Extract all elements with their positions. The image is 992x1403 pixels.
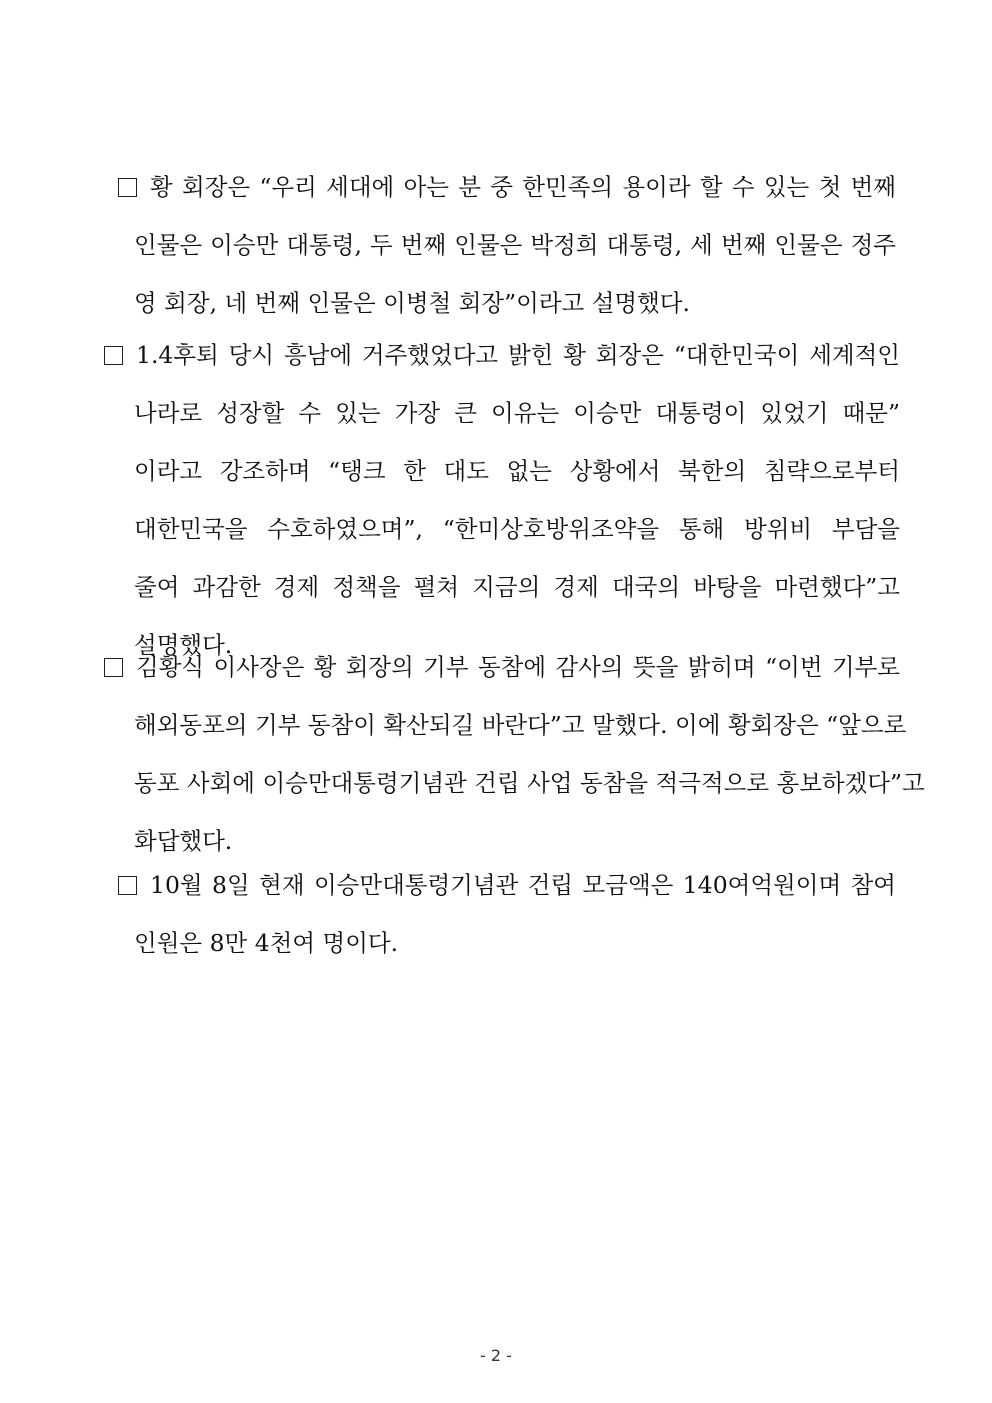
paragraph-text: 황 회장은 “우리 세대에 아는 분 중 한민족의 용이라 할 수 있는 첫 번째 — [150, 173, 896, 201]
paragraph-line: 인원은 8만 4천여 명이다. — [134, 929, 399, 957]
paragraph-2 — [104, 326, 900, 674]
checkbox-bullet-icon — [104, 346, 123, 365]
paragraph-line: 영 회장, 네 번째 인물은 이병철 회장”이라고 설명했다. — [134, 289, 690, 317]
paragraph-3 — [104, 638, 925, 870]
paragraph-line — [104, 326, 900, 384]
paragraph-line: 인물은 이승만 대통령, 두 번째 인물은 박정희 대통령, 세 번째 인물은 정주 — [134, 231, 896, 259]
paragraph-line — [118, 158, 896, 216]
paragraph-line: 나라로 성장할 수 있는 가장 큰 이유는 이승만 대통령이 있었기 때문” — [134, 399, 900, 427]
paragraph-text: 김황식 이사장은 황 회장의 기부 동참에 감사의 뜻을 밝히며 “이번 기부로 — [136, 653, 900, 681]
paragraph-1 — [118, 158, 896, 332]
paragraph-line — [118, 856, 896, 914]
paragraph-text: 10월 8일 현재 이승만대통령기념관 건립 모금액은 140여억원이며 참여 — [150, 871, 896, 899]
paragraph-line: 이라고 강조하며 “탱크 한 대도 없는 상황에서 북한의 침략으로부터 — [134, 457, 900, 485]
checkbox-bullet-icon — [118, 876, 137, 895]
paragraph-line: 대한민국을 수호하였으며”, “한미상호방위조약을 통해 방위비 부담을 — [134, 515, 900, 543]
checkbox-bullet-icon — [104, 658, 123, 677]
paragraph-line: 설명했다. — [134, 631, 233, 659]
checkbox-bullet-icon — [118, 178, 137, 197]
page-number: - 2 - — [480, 1346, 512, 1365]
paragraph-line: 화답했다. — [134, 827, 233, 855]
paragraph-line: 동포 사회에 이승만대통령기념관 건립 사업 동참을 적극적으로 홍보하겠다”고 — [134, 769, 925, 797]
paragraph-line: 줄여 과감한 경제 정책을 펼쳐 지금의 경제 대국의 바탕을 마련했다”고 — [134, 573, 900, 601]
paragraph-4 — [118, 856, 896, 972]
paragraph-line — [104, 638, 900, 696]
paragraph-text: 1.4후퇴 당시 흥남에 거주했었다고 밝힌 황 회장은 “대한민국이 세계적인 — [136, 341, 900, 369]
paragraph-line: 해외동포의 기부 동참이 확산되길 바란다”고 말했다. 이에 황회장은 “앞으로 — [134, 711, 907, 739]
